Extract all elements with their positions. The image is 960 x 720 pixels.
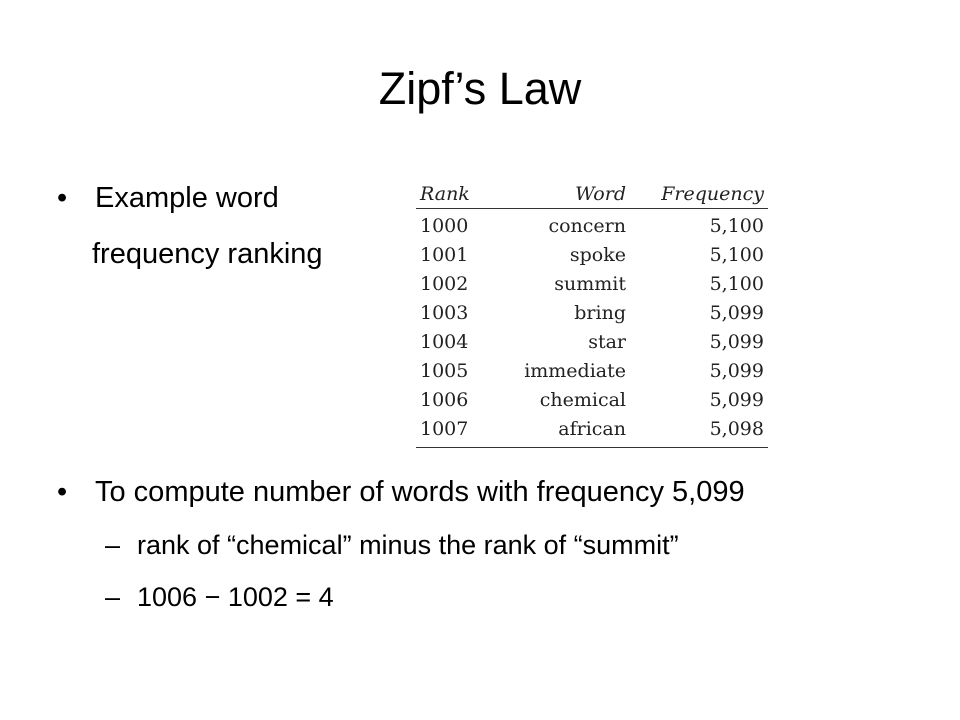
table-row [416, 327, 768, 356]
cell-frequency: 5,100 [709, 243, 764, 266]
cell-rank: 1002 [420, 272, 469, 295]
table-row [416, 298, 768, 327]
cell-rank: 1004 [420, 330, 469, 353]
bullet-dot: • [57, 182, 68, 214]
table-row [416, 414, 768, 448]
cell-rank: 1006 [420, 388, 469, 411]
dash-glyph: – [105, 530, 121, 560]
sub-bullet-calculation [105, 580, 334, 614]
cell-word: summit [554, 272, 626, 295]
cell-word: spoke [569, 243, 626, 266]
cell-word: african [502, 414, 630, 448]
cell-rank: 1000 [420, 214, 469, 237]
cell-word: immediate [524, 359, 626, 382]
sub-bullet-text: 1006 − 1002 = 4 [137, 582, 334, 612]
cell-word: bring [574, 301, 626, 324]
sub-bullet-text: rank of “chemical” minus the rank of “summit” [137, 530, 679, 560]
sub-bullet-rank-difference [105, 528, 679, 562]
cell-rank: 1001 [420, 243, 469, 266]
slide-title: Zipf’s Law [378, 63, 582, 114]
cell-frequency: 5,099 [709, 301, 764, 324]
cell-frequency: 5,099 [709, 330, 764, 353]
header-frequency: Frequency [630, 180, 768, 209]
cell-rank: 1005 [420, 359, 469, 382]
word-frequency-table [416, 180, 768, 448]
table-row [416, 269, 768, 298]
header-word: Word [502, 180, 630, 209]
bullet-dot: • [57, 476, 68, 508]
cell-word: chemical [539, 388, 626, 411]
table-row [416, 385, 768, 414]
cell-frequency: 5,099 [709, 359, 764, 382]
bullet-example [57, 180, 279, 216]
cell-frequency: 5,100 [709, 272, 764, 295]
bullet-text: Example word [95, 182, 279, 214]
cell-word: concern [548, 214, 626, 237]
table-row [416, 356, 768, 385]
dash-glyph: – [105, 582, 121, 612]
bullet-example-continuation: frequency ranking [92, 238, 323, 270]
cell-word: star [588, 330, 626, 353]
bullet-text: To compute number of words with frequency 5,099 [95, 476, 745, 508]
header-rank: Rank [416, 180, 502, 209]
table-row [416, 209, 768, 241]
cell-frequency: 5,100 [709, 214, 764, 237]
cell-rank: 1007 [416, 414, 502, 448]
table-header-row [416, 180, 768, 209]
bullet-compute [57, 474, 745, 510]
cell-rank: 1003 [420, 301, 469, 324]
cell-frequency: 5,099 [709, 388, 764, 411]
table-row [416, 240, 768, 269]
cell-frequency: 5,098 [630, 414, 768, 448]
